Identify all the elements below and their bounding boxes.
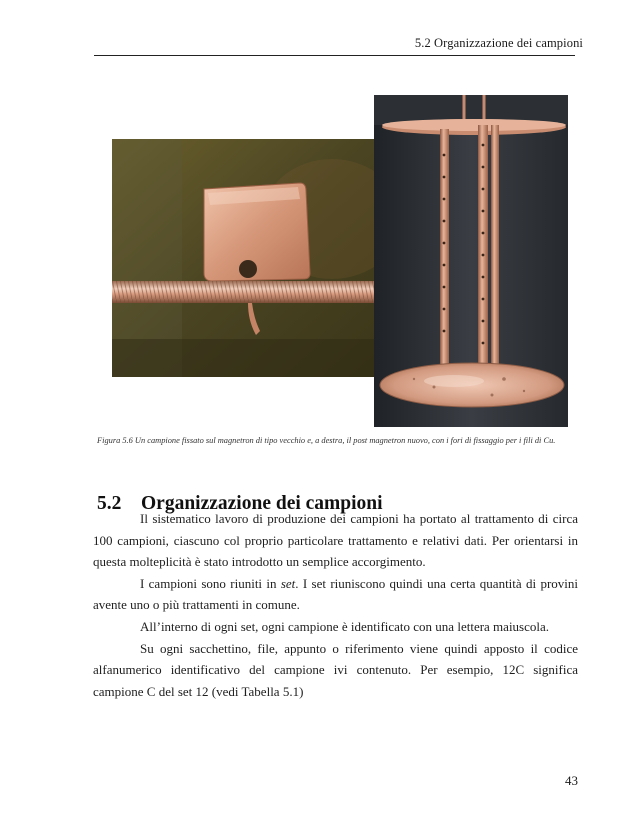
paragraph-2 [93, 573, 578, 616]
page-number: 43 [565, 773, 578, 788]
figure-caption: Figura 5.6 Un campione fissato sul magnetron di tipo vecchio e, a destra, il post magnetron nuovo, con i fori di fissaggio per i fili di Cu. [97, 436, 556, 445]
header-rule [94, 55, 575, 56]
running-header: 5.2 Organizzazione dei campioni [414, 36, 583, 50]
photo-sample-old-magnetron [112, 139, 376, 377]
paragraph-1: Il sistematico lavoro di produzione dei campioni ha portato al trattamento di circa 100 campioni, ciascuno col proprio particolare trattamento e relativi dati. Per orientarsi in questa molteplicità è stato introdotto un semplice accorgimento. [93, 511, 578, 570]
paragraph-4: Su ogni sacchettino, file, appunto o riferimento viene quindi apposto il codice alfanumerico identificativo del campione ivi contenuto. Per esempio, 12C significa campione C del set 12 (vedi Tabella 5.1) [93, 640, 578, 699]
section-number: 5.2 [97, 493, 122, 515]
paragraph-2-start: I campioni sono riuniti in [140, 575, 281, 591]
paragraph-2-emphasis: set [280, 575, 296, 591]
paragraph-3: All’interno di ogni set, ogni campione è identificato con una lettera maiuscola. [140, 618, 550, 634]
section-title-text: Organizzazione dei campioni [141, 493, 383, 515]
paragraph-2-end: . I set riuniscono quindi una certa quantità di provini avente uno o più trattamenti in comune. [93, 575, 579, 613]
photo-new-post-magnetron [374, 95, 568, 427]
section-body [93, 508, 578, 702]
